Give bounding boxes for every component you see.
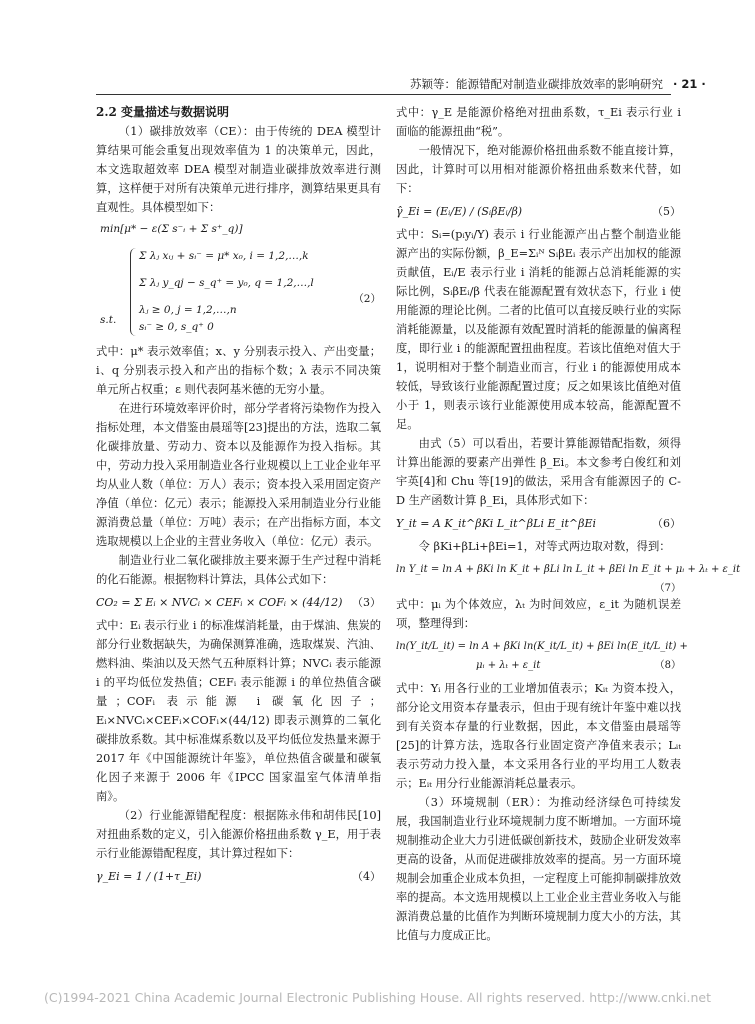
eq6-body: Y_it = A K_it^βKi L_it^βLi E_it^βEi bbox=[396, 517, 597, 530]
eq5-number: （5） bbox=[652, 205, 681, 218]
equation-4 bbox=[96, 867, 381, 886]
eq8-line2: μᵢ + λₜ + ε_it bbox=[476, 660, 541, 671]
eq5-body: γ̂_Ei = (Eᵢ/E) / (SᵢβEᵢ/β) bbox=[396, 205, 523, 218]
header-rule bbox=[96, 94, 671, 95]
eq3-body: CO₂ = Σ Eᵢ × NVCᵢ × CEFᵢ × COFᵢ × (44/12) bbox=[96, 596, 343, 609]
eq2-c3: λⱼ ≥ 0, j = 1,2,…,n bbox=[139, 304, 237, 316]
equation-3 bbox=[96, 593, 381, 612]
equation-7 bbox=[396, 560, 741, 594]
eq2-c1: Σ λⱼ xᵢⱼ + sᵢ⁻ = μ* x₀, i = 1,2,…,k bbox=[139, 250, 309, 262]
eq2-c2: Σ λⱼ y_qj − s_q⁺ = y₀, q = 1,2,…,l bbox=[139, 277, 314, 289]
paragraph: （1）碳排放效率（CE）：由于传统的 DEA 模型计算结果可能会重复出现效率值为 1 的决策单元，因此，本文选取超效率 DEA 模型对制造业碳排放效率进行测算，这样便于对所有决策单元进行排序，测算结果更具有直观性。具体模型如下： bbox=[96, 125, 381, 214]
section-title: 2.2 变量描述与数据说明 bbox=[96, 105, 230, 119]
paragraph: 式中：μ* 表示效率值；x、y 分别表示投入、产出变量；i、q 分别表示投入和产出的指标个数；λ 表示不同决策单元所占权重；ε 则代表阿基米德的无穷小量。 bbox=[96, 345, 381, 396]
running-header bbox=[410, 76, 706, 92]
left-column bbox=[96, 103, 381, 890]
equation-2 bbox=[96, 221, 381, 336]
eq4-body: γ_Ei = 1 / (1+τ_Ei) bbox=[96, 870, 202, 883]
paragraph: 式中：Eᵢ 表示行业 i 的标准煤消耗量，由于煤油、焦炭的部分行业数据缺失，为确保测算准确，选取煤炭、汽油、燃料油、柴油以及天然气五种原料计算；NVCᵢ 表示能源 i 的平均低位发热值；CEFᵢ 表示能源 i 的单位热值含碳量；COFᵢ 表示能源 i 碳氧化因子；Eᵢ×NVCᵢ×CEFᵢ×COFᵢ×(44/12) 即表示测算的二氧化碳排放系数。其中标准煤系数以及平均低位发热量来源于 2017 年《中国能源统计年鉴》，单位热值含碳量和碳氧化因子来源于 2006 年《IPCC 国家温室气体清单指南》。 bbox=[96, 619, 381, 803]
eq2-objective: min[μ* − ε(Σ s⁻ᵢ + Σ s⁺_q)] bbox=[100, 223, 243, 235]
equation-6 bbox=[396, 514, 681, 533]
equation-5 bbox=[396, 202, 681, 221]
eq8-number: （8） bbox=[654, 660, 681, 671]
paragraph: 式中：γ_E 是能源价格绝对扭曲系数，τ_Ei 表示行业 i 面临的能源扭曲“税”。 bbox=[396, 106, 681, 138]
eq2-c4: sᵢ⁻ ≥ 0, s_q⁺ 0 bbox=[139, 321, 214, 333]
paragraph: 一般情况下，绝对能源价格扭曲系数不能直接计算，因此，计算时可以用相对能源价格扭曲系数来代替，如下： bbox=[396, 144, 681, 195]
eq6-number: （6） bbox=[652, 517, 681, 530]
paragraph: 令 βKi+βLi+βEi=1，对等式两边取对数，得到： bbox=[418, 540, 671, 553]
page-number: · 21 · bbox=[673, 77, 706, 91]
paragraph: （3）环境规制（ER）：为推动经济绿色可持续发展，我国制造业行业环境规制力度不断增加。一方面环境规制推动企业大力引进低碳创新技术，鼓励企业研发效率更高的设备，从而促进碳排放效率的提高。另一方面环境规制会加重企业成本负担，一定程度上可能抑制碳排放效率的提高。本文选用规模以上工业企业主营业务收入与能源消费总量的比值作为判断环境规制力度大小的方法，其比值与力度成正比。 bbox=[396, 796, 681, 942]
paragraph: 在进行环境效率评价时，部分学者将污染物作为投入指标处理，本文借鉴由晨瑶等[23]提出的方法，选取二氧化碳排放量、劳动力、资本以及能源作为投入指标。其中，劳动力投入采用制造业各行业规模以上工业企业年平均从业人数（单位：万人）表示；资本投入采用固定资产净值（单位：亿元）表示；能源投入采用制造业分行业能源消费总量（单位：万吨）表示；在产出指标方面，本文选取规模以上企业的主营业务收入（单位：亿元）表示。 bbox=[96, 402, 381, 548]
paragraph: 由式（5）可以看出，若要计算能源错配指数，须得计算出能源的要素产出弹性 β_Ei。本文参考白俊红和刘宇英[4]和 Chu 等[19]的做法，采用含有能源因子的 C-D 生产函数计算 β_Ei，具体形式如下： bbox=[396, 437, 681, 507]
equation-8 bbox=[396, 637, 688, 675]
eq8-line1: ln(Y_it/L_it) = ln A + βKi ln(K_it/L_it) + βEi ln(E_it/L_it) + bbox=[396, 641, 688, 652]
right-column bbox=[396, 103, 741, 945]
paragraph: 式中：Yᵢ 用各行业的工业增加值表示；Kᵢₜ 为资本投入，部分论文用资本存量表示，但由于现有统计年鉴中难以找到有关资本存量的行业数据，因此，本文借鉴由晨瑶等[25]的计算方法，选取各行业固定资产净值来表示；Lᵢₜ 表示劳动力投入量，本文采用各行业的平均用工人数表示；Eᵢₜ 用分行业能源消耗总量表示。 bbox=[396, 682, 681, 790]
paragraph: （2）行业能源错配程度：根据陈永伟和胡伟民[10]对扭曲系数的定义，引入能源价格扭曲系数 γ_E，用于表示行业能源错配程度，其计算过程如下： bbox=[96, 809, 381, 860]
eq2-number: （2） bbox=[353, 293, 381, 305]
eq2-constraints bbox=[130, 248, 381, 336]
paragraph: 制造业行业二氧化碳排放主要来源于生产过程中消耗的化石能源。根据物料计算法，具体公式如下： bbox=[96, 554, 381, 586]
running-title: 苏颖等：能源错配对制造业碳排放效率的影响研究 bbox=[410, 77, 663, 91]
eq3-number: （3） bbox=[352, 596, 381, 609]
eq7-number: （7） bbox=[654, 583, 681, 594]
eq2-st: s.t. bbox=[100, 314, 117, 326]
eq7-body: ln Y_it = ln A + βKi ln K_it + βLi ln L_it + βEi ln E_it + μᵢ + λₜ + ε_it bbox=[396, 564, 741, 575]
eq4-number: （4） bbox=[352, 870, 381, 883]
copyright-footer: (C)1994-2021 China Academic Journal Electronic Publishing House. All rights reserved. http://www.cnki.net bbox=[44, 990, 711, 1005]
paragraph: 式中：Sᵢ=(pᵢyᵢ/Y) 表示 i 行业能源产出占整个制造业能源产出的实际份额，β_E=Σᵢᴺ SᵢβEᵢ 表示产出加权的能源贡献值，Eᵢ/E 表示行业 i 消耗的能源占总消耗能源的实际比例，SᵢβEᵢ/β 代表在能源配置有效状态下，行业 i 使用能源的理论比例。二者的比值可以直接反映行业的实际消耗能源量，以及能源有效配置时消耗的能源量的偏离程度，即行业 i 的能源配置扭曲程度。若该比值绝对值大于 1，说明相对于整个制造业而言，行业 i 的能源使用成本较低，导致该行业能源配置过度；反之如果该比值绝对值小于 1，则表示该行业能源使用成本较高，能源配置不足。 bbox=[396, 228, 681, 431]
paragraph: 式中：μᵢ 为个体效应，λₜ 为时间效应，ε_it 为随机误差项，整理得到： bbox=[396, 598, 681, 630]
